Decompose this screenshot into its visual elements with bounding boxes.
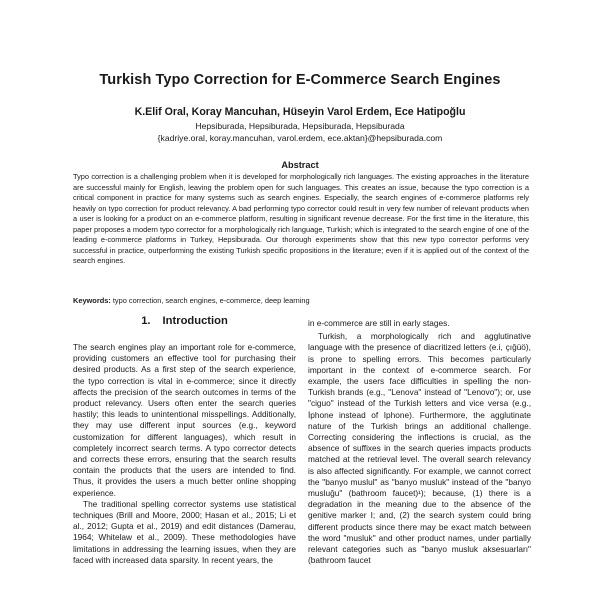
right-column	[308, 318, 531, 566]
abstract-heading: Abstract	[281, 160, 319, 170]
intro-paragraph-continuation: in e-commerce are still in early stages.	[308, 318, 450, 328]
keywords-text: typo correction, search engines, e-commerce, deep learning	[110, 296, 310, 305]
section-title: Introduction	[162, 315, 228, 327]
intro-paragraph-turkish: Turkish, a morphologically rich and agglutinative language with the presence of diacritized letters (e.i, çığüö), is prone to spelling errors. This becomes particularly important in the context of e-commerce search. For example, the users face difficulties in spelling the non-Turkish brands (e.g., "Lenova" instead of "Lenovo"); or, use "ciguo" instead of the Turkish letters and vice versa (e.g., İphone instead of Iphone). Furthermore, the agglutinate nature of the Turkish brings an additional challenge. Correcting considering the inflections is crucial, as the absence of suffixes in the search queries impacts products matched at the retrieval level. The overall search relevancy is also affected significantly. For example, we cannot correct the "banyo muslul" as "banyo musluk" instead of the "banyo musluğu" (bathroom faucet)¹); because, (1) there is a degradation in the meaning due to the absence of the genitive marker I; and, (2) the search system could bring different products since there may be exact match between the word "musluk" and other product names, under partially relevant categories such as "banyo musluk aksesuarları" (bathroom faucet	[308, 331, 531, 566]
abstract-body: Typo correction is a challenging problem when it is developed for morphologically rich languages. The existing approaches in the literature are successful mainly for English, leaving the problem open for such languages. This creates an issue, because the typo correction is a critical component in practice for many systems such as search engines. Especially, the search engines of e-commerce platforms rely heavily on typo correction for product relevancy. A bad performing typo corrector could result in very few number of relevant products when a user is looking for a product on an e-commerce platform, resulting in significant revenue decrease. For the first time in the literature, this paper proposes a modern typo corrector for a morphologically rich language, Turkish; which is integrated to the search engine of one of the leading e-commerce platforms in Turkey, Hepsiburada. Our thorough experiments show that this new typo corrector performs very successful in practice, outperforming the existing Turkish specific propositions in the literature; even if it is applied out of the context of the search engines.	[73, 172, 529, 266]
intro-paragraph-1: The search engines play an important role for e-commerce, providing customers an effective tool for purchasing their desired products. As a first step of the search experience, the typo correction is vital in e-commerce; since it directly affects the precision of the search outcomes in terms of the product relevancy. Users often enter the search queries hastily; this leads to unintentional misspellings. Additionally, they may use different input sources (e.g., keyword customization for different languages), which result in completely incorrect search terms. A typo corrector detects and corrects these errors, ensuring that the search results contain the products that the users are intended to find. Thus, it provides the users a much better online shopping experience.	[73, 342, 296, 498]
affiliation-list: Hepsiburada, Hepsiburada, Hepsiburada, Hepsiburada	[195, 121, 405, 131]
keywords-line	[73, 296, 529, 305]
author-list: K.Elif Oral, Koray Mancuhan, Hüseyin Varol Erdem, Ece Hatipoğlu	[134, 106, 466, 118]
keywords-label: Keywords:	[73, 296, 111, 305]
intro-paragraph-2: The traditional spelling corrector systems use statistical techniques (Brill and Moore, 2000; Hasan et al., 2015; Li et al., 2012; Gupta et al., 2019) and edit distances (Damerau, 1964; Whitelaw et al., 2009). These methodologies have limitations in addressing the learning issues, when they are faced with increased data sparsity. In recent years, the	[73, 498, 296, 565]
paper-title: Turkish Typo Correction for E-Commerce Search Engines	[99, 72, 501, 88]
email-list: {kadriye.oral, koray.mancuhan, varol.erdem, ece.aktan}@hepsiburada.com	[157, 133, 443, 143]
left-column	[73, 314, 296, 566]
section-number: 1.	[141, 315, 151, 327]
section-heading-introduction	[73, 314, 296, 328]
